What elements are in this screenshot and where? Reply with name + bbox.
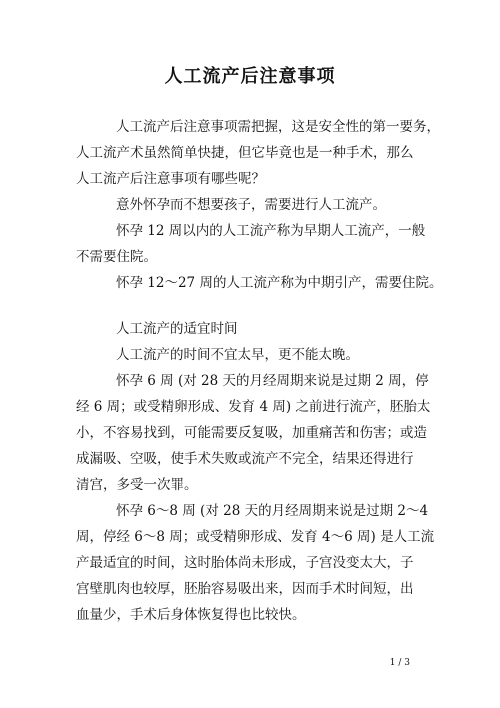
paragraph-line: 周，停经 6～8 周；或受精卵形成、发育 4～6 周) 是人工流 (76, 529, 435, 545)
document-title: 人工流产后注意事项 (164, 66, 336, 87)
paragraph-line: 产最适宜的时间，这时胎体尚未形成，子宫没变太大，子 (76, 555, 414, 571)
paragraph-line: 小，不容易找到，可能需要反复吸，加重痛苦和伤害；或造 (76, 425, 427, 441)
paragraph-line: 怀孕 12～27 周的人工流产称为中期引产，需要住院。 (116, 275, 443, 291)
paragraph-line: 经 6 周；或受精卵形成、发育 4 周) 之前进行流产，胚胎太 (76, 399, 431, 415)
page-number: 1 / 3 (389, 658, 410, 668)
paragraph-line: 人工流产后注意事项有哪些呢？ (76, 171, 265, 187)
paragraph-line: 清宫，多受一次罪。 (76, 477, 198, 493)
paragraph-line: 人工流产的时间不宜太早，更不能太晚。 (116, 347, 359, 363)
paragraph-line: 怀孕 6～8 周 (对 28 天的月经周期来说是过期 2～4 (116, 503, 429, 519)
paragraph-line: 人工流产术虽然简单快捷，但它毕竟也是一种手术，那么 (76, 145, 414, 161)
section-heading: 人工流产的适宜时间 (116, 321, 238, 337)
paragraph-line: 怀孕 6 周 (对 28 天的月经周期来说是过期 2 周，停 (116, 373, 429, 389)
paragraph-line: 不需要住院。 (76, 249, 157, 265)
paragraph-gap (76, 296, 428, 316)
paragraph-line: 怀孕 12 周以内的人工流产称为早期人工流产，一般 (116, 223, 426, 239)
paragraph-line: 宫壁肌肉也较厚，胚胎容易吸出来，因而手术时间短，出 (76, 581, 414, 597)
paragraph-line: 成漏吸、空吸，使手术失败或流产不完全，结果还得进行 (76, 451, 414, 467)
paragraph-line: 意外怀孕而不想要孩子，需要进行人工流产。 (116, 197, 386, 213)
paragraph-line: 人工流产后注意事项需把握，这是安全性的第一要务， (116, 119, 440, 135)
document-body (76, 114, 443, 628)
paragraph-line: 血量少，手术后身体恢复得也比较快。 (76, 607, 306, 623)
